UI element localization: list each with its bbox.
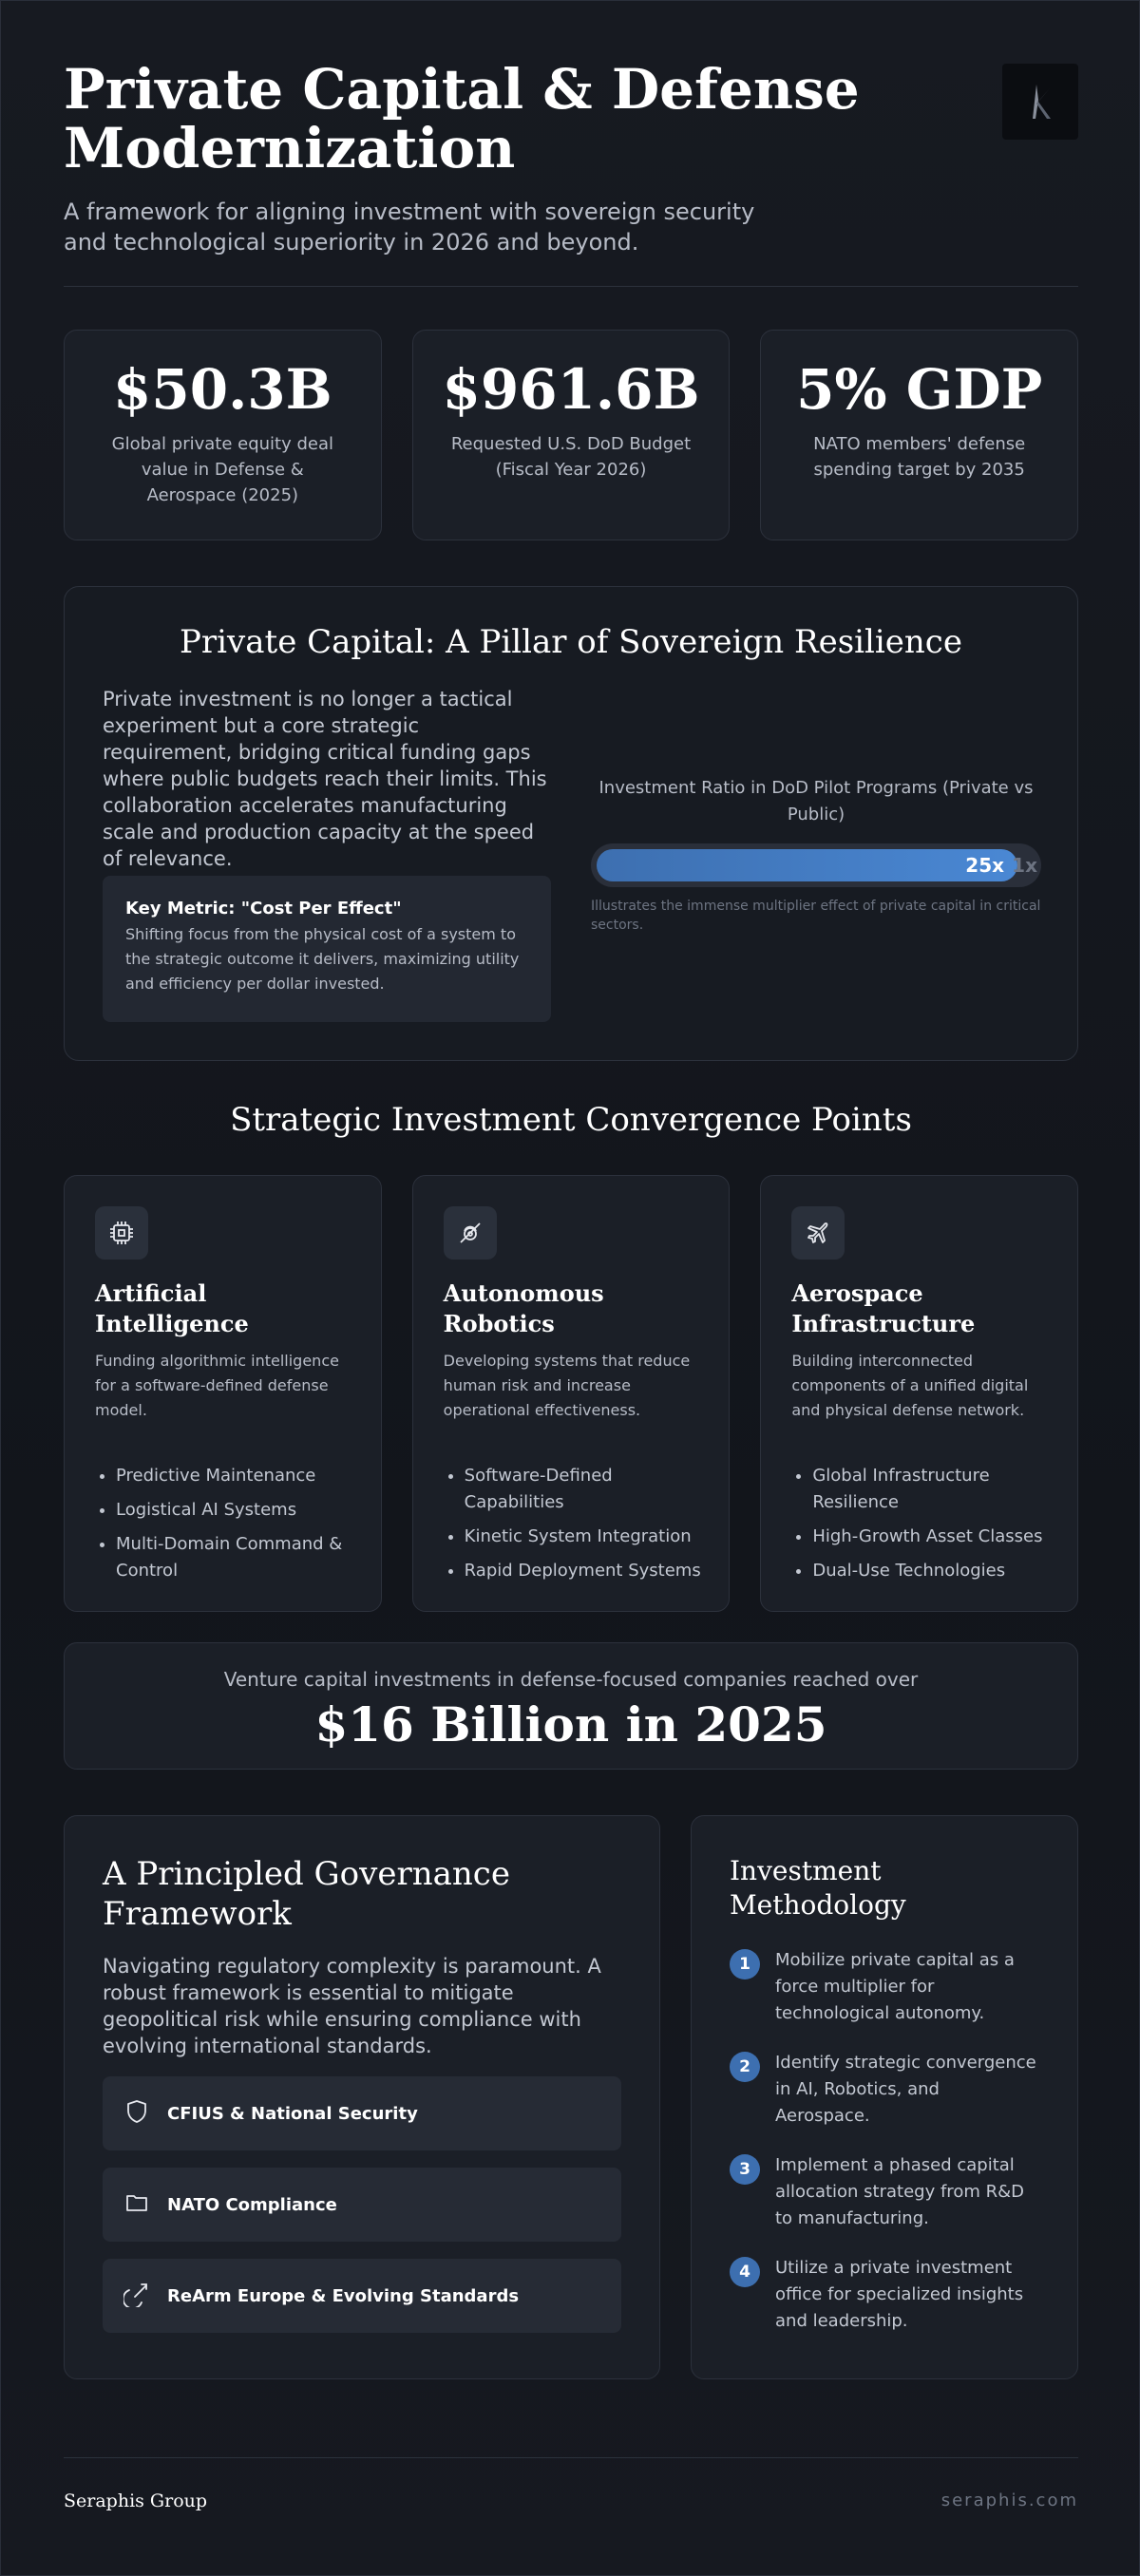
card-list bbox=[95, 1455, 358, 1584]
governance-item bbox=[103, 2076, 621, 2150]
stat-card bbox=[64, 330, 382, 540]
ratio-private-label: 25x bbox=[965, 854, 1005, 877]
step-text: Mobilize private capital as a force multiplier for technological autonomy. bbox=[775, 1950, 1015, 2023]
key-metric-title: Key Metric: "Cost Per Effect" bbox=[125, 899, 402, 919]
convergence-title: Strategic Investment Convergence Points bbox=[230, 1101, 912, 1139]
ratio-note: Illustrates the immense multiplier effect of private capital in critical sectors. bbox=[591, 899, 1041, 933]
step-text: Implement a phased capital allocation strategy from R&D to manufacturing. bbox=[775, 2155, 1024, 2228]
governance-desc: Navigating regulatory complexity is paramount. A robust framework is essential to mitigate geopolitical risk while ensuring compliance with evolving international standards. bbox=[103, 1955, 601, 2057]
governance-item bbox=[103, 2259, 621, 2333]
robot-icon bbox=[444, 1206, 497, 1260]
footer-brand: Seraphis Group bbox=[64, 2491, 208, 2511]
governance-item-label: ReArm Europe & Evolving Standards bbox=[167, 2285, 520, 2306]
ratio-bar-fill bbox=[597, 849, 1017, 881]
card-list bbox=[791, 1455, 1054, 1584]
footer-site-link[interactable]: seraphis.com bbox=[940, 2491, 1078, 2510]
ratio-public-label: 1x bbox=[1012, 854, 1037, 877]
pillar-body: Private investment is no longer a tactical experiment but a core strategic requirement, bridging critical funding gaps where public budgets reach their limits. This collaboration accelerates manufacturing scale and production capacity at the speed of relevance. bbox=[103, 688, 547, 870]
convergence-cards bbox=[64, 1175, 1078, 1612]
stat-label: Global private equity deal value in Defense & Aerospace (2025) bbox=[111, 434, 334, 505]
stat-value: 5% GDP bbox=[796, 357, 1043, 422]
step-number: 1 bbox=[730, 1949, 760, 1979]
satellite-icon bbox=[124, 2281, 150, 2311]
list-item: • Kinetic System Integration bbox=[465, 1524, 707, 1550]
card-title: Autonomous Robotics bbox=[443, 1279, 604, 1337]
page-subtitle: A framework for aligning investment with sovereign security and technological superiority in 2026 and beyond. bbox=[64, 199, 755, 256]
vc-banner bbox=[64, 1642, 1078, 1770]
methodology-step bbox=[730, 2154, 1039, 2232]
card-desc: Building interconnected components of a unified digital and physical defense network. bbox=[791, 1352, 1029, 1419]
convergence-card bbox=[64, 1175, 382, 1612]
methodology-title: Investment Methodology bbox=[730, 1855, 906, 1921]
stat-card bbox=[760, 330, 1078, 540]
governance-item-label: NATO Compliance bbox=[167, 2194, 337, 2215]
list-item: • High-Growth Asset Classes bbox=[812, 1524, 1054, 1550]
step-number: 4 bbox=[730, 2257, 760, 2287]
list-item: • Multi-Domain Command & Control bbox=[116, 1531, 358, 1584]
card-desc: Developing systems that reduce human risk and increase operational effectiveness. bbox=[443, 1352, 691, 1419]
vc-text: Venture capital investments in defense-focused companies reached over bbox=[223, 1668, 919, 1691]
stat-value: $50.3B bbox=[113, 357, 332, 422]
convergence-card bbox=[760, 1175, 1078, 1612]
key-metric-desc: Shifting focus from the physical cost of a system to the strategic outcome it delivers, maximizing utility and efficiency per dollar invested. bbox=[125, 925, 520, 993]
list-item: • Logistical AI Systems bbox=[116, 1497, 358, 1524]
ratio-bar bbox=[591, 843, 1041, 887]
card-list bbox=[444, 1455, 707, 1584]
investment-ratio bbox=[591, 775, 1041, 935]
chip-icon bbox=[95, 1206, 148, 1260]
governance-title: A Principled Governance Framework bbox=[103, 1855, 510, 1933]
stat-value: $961.6B bbox=[442, 357, 700, 422]
card-title: Aerospace Infrastructure bbox=[791, 1279, 976, 1337]
step-number: 2 bbox=[730, 2052, 760, 2082]
stats-row bbox=[64, 330, 1078, 540]
card-title: Artificial Intelligence bbox=[95, 1279, 249, 1337]
plane-icon bbox=[791, 1206, 845, 1260]
vc-value: $16 Billion in 2025 bbox=[314, 1696, 827, 1752]
methodology-step bbox=[730, 1949, 1039, 2027]
convergence-card bbox=[412, 1175, 731, 1612]
k-logo-icon bbox=[1002, 64, 1078, 140]
list-item: • Global Infrastructure Resilience bbox=[812, 1463, 1054, 1516]
pillar-title: Private Capital: A Pillar of Sovereign Resilience bbox=[180, 623, 962, 661]
stat-label: NATO members' defense spending target by 2035 bbox=[813, 434, 1026, 480]
governance-section bbox=[64, 1815, 660, 2379]
list-item: • Predictive Maintenance bbox=[116, 1463, 358, 1489]
key-metric-box bbox=[103, 876, 551, 1022]
methodology-step bbox=[730, 2052, 1039, 2130]
stat-label: Requested U.S. DoD Budget (Fiscal Year 2026) bbox=[450, 434, 692, 480]
methodology-section bbox=[691, 1815, 1078, 2379]
list-item: • Software-Defined Capabilities bbox=[465, 1463, 707, 1516]
step-text: Utilize a private investment office for specialized insights and leadership. bbox=[775, 2258, 1024, 2331]
step-text: Identify strategic convergence in AI, Robotics, and Aerospace. bbox=[775, 2053, 1036, 2126]
folder-icon bbox=[124, 2189, 150, 2220]
header bbox=[64, 57, 1078, 287]
stat-card bbox=[412, 330, 731, 540]
list-item: • Rapid Deployment Systems bbox=[465, 1558, 707, 1584]
ratio-title: Investment Ratio in DoD Pilot Programs (Private vs Public) bbox=[598, 778, 1034, 824]
shield-icon bbox=[124, 2098, 150, 2129]
governance-item-label: CFIUS & National Security bbox=[167, 2103, 418, 2124]
pillar-section bbox=[64, 586, 1078, 1061]
methodology-step bbox=[730, 2257, 1039, 2335]
step-number: 3 bbox=[730, 2154, 760, 2185]
card-desc: Funding algorithmic intelligence for a software-defined defense model. bbox=[95, 1352, 339, 1419]
footer bbox=[64, 2457, 1078, 2534]
page-title: Private Capital & Defense Modernization bbox=[64, 57, 860, 180]
list-item: • Dual-Use Technologies bbox=[812, 1558, 1054, 1584]
governance-item bbox=[103, 2168, 621, 2242]
